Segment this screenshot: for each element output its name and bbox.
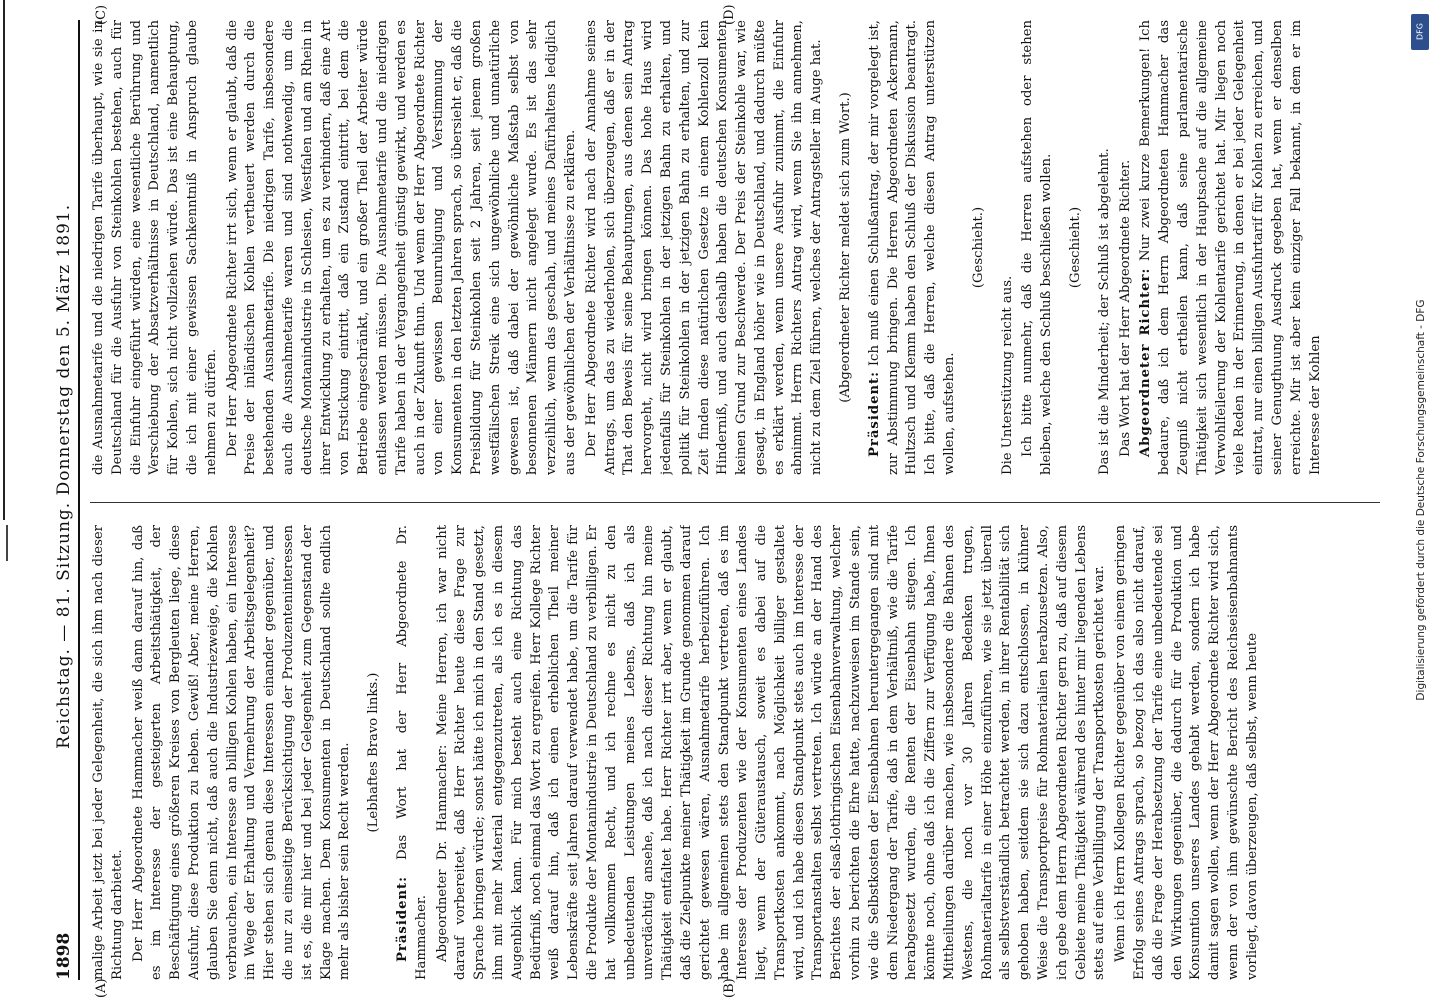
- margin-marker-a: (A): [94, 978, 109, 998]
- paragraph: [999, 20, 1018, 475]
- paragraph: [90, 525, 128, 980]
- paragraph: [90, 20, 222, 475]
- scan-left-edge: [0, 0, 18, 1000]
- paragraph-text: Wenn ich Herrn Kollegen Richter gegenüber von einem geringen Erfolg seines Antrags sprach, so bezog ich das also nicht darauf, daß die Frage der Herabsetzung der Tarife eine unbedeutende sei den Wirkungen gegenüber, die dadurch für die Produktion und Konsumtion unseres Landes gehabt werden, sondern ich habe damit sagen wollen, wenn der Herr Abgeordnete Richter wird sich, wenn der von ihm gewünschte Bericht des Reichseisenbahnamts vorliegt, davon überzeugen, daß selbst, wenn heute: [1113, 525, 1260, 980]
- page-header: [44, 20, 80, 980]
- paragraph: [1096, 20, 1115, 475]
- margin-marker-d: (D): [722, 4, 737, 25]
- speaker-name: Abgeordneter Richter:: [1138, 267, 1154, 457]
- paragraph: [394, 525, 432, 980]
- paragraph: [1137, 20, 1325, 475]
- paragraph-text: malige Arbeit jetzt bei jeder Gelegenheit, die sich ihm nach dieser Richtung darbietet.: [91, 525, 125, 980]
- speaker-name: Präsident:: [394, 875, 410, 962]
- column-divider: [90, 502, 1380, 503]
- paragraph-text: Der Herr Abgeordnete Richter wird nach der Annahme seines Antrags, um das zu wiederholen, sich überzeugen, daß er in der That den Beweis für seine Behauptungen, aus denen sein Antrag hervorgeht, nicht wird bringen können. Das hohe Haus wird jedenfalls für Steinkohlen in der jetzigen Bahn zu erhalten, und politik für Steinkohlen in der jetzigen Bahn zu erhalten, und zur Zeit finden diese natürlichen Gesetze in einem Kohlenzoll kein Hinderniß, und auch deshalb haben die deutschen Konsumenten keinen Grund zur Beschwerde. Der Preis der Steinkohle war, wie gesagt, in England höher wie in Deutschland, und dadurch müßte es erklärt werden, wenn unsere Ausfuhr zunimmt, die Einfuhr abnimmt. Herrn Richters Antrag wird, wenn Sie ihn annehmen, nicht zu dem Ziel führen, welches der Antragsteller im Auge hat.: [583, 20, 825, 475]
- paragraph: [866, 20, 960, 475]
- paragraph: [1112, 525, 1262, 980]
- page-number: 1898: [54, 932, 74, 980]
- dfg-logo: DFG: [1411, 14, 1429, 50]
- paragraph: [1117, 20, 1136, 475]
- paragraph-text: Ich muß einen Schlußantrag, der mir vorgelegt ist, zur Abstimmung bringen. Die Herren Abgeordneten Ackermann, Hultzsch und Klemm haben den Schluß der Diskussion beantragt. Ich bitte, daß die Herren, welche diesen Antrag unterstützen wollen, aufstehen.: [866, 20, 958, 475]
- paragraph-text: die Ausnahmetarife und die niedrigen Tarife überhaupt, wie sie in Deutschland für die Ausfuhr von Steinkohlen bestehen, auch für die Einfuhr eingeführt würden, eine wesentliche Berührung und Verschiebung der Absatzverhältnisse in Deutschland, namentlich für Kohlen, sich nicht vollziehen würde. Das ist eine Behauptung, die ich mit einer gewissen Sachkenntniß in Anspruch glaube nehmen zu dürfen.: [91, 20, 219, 475]
- paragraph-text: Das Wort hat der Herr Abgeordnete Richter.: [1117, 159, 1133, 457]
- paragraph-text: Abgeordneter Dr. Hammacher: Meine Herren, ich war nicht darauf vorbereitet, daß Herr Richter heute diese Frage zur Sprache bringen würde; sonst hätte ich mich in den Stand gesetzt, ihm mit mehr Material entgegenzutreten, als ich es in diesem Augenblick kann. Für mich besteht auch eine Richtung das Bedürfniß, noch einmal das Wort zu ergreifen. Herr Kollege Richter weiß darauf hin, daß ich einen erheblichen Theil meiner Lebenskräfte seit Jahren darauf verwendet habe, um die Tarife für die Produkte der Montanindustrie in Deutschland zu verbilligen. Er hat vollkommen Recht, und ich rechne es nicht zu den unbedeutenden Leistungen meines Lebens, daß ich als unverdächtig ansehe, daß ich nach dieser Richtung hin meine Thätigkeit entfaltet habe. Herr Richter irrt aber, wenn er glaubt, daß die Zielpunkte meiner Thätigkeit im Grunde genommen darauf gerichtet gewesen wären, Ausnahmetarife herbeizuführen. Ich habe im allgemeinen stets den Standpunkt vertreten, daß es im Interesse der Produzenten wie der Konsumenten eines Landes liegt, wenn der Güteraustausch, soweit es dabei auf die Transportkosten ankommt, nach Möglichkeit billiger gestaltet wird, und ich habe diesen Standpunkt stets auch im Interesse der Transportanstalten selbst vertreten. Ich würde an der Hand des Berichtes der elsaß-lothringischen Eisenbahnverwaltung, welcher vorhin zu berichten die Ehre hatte, nachzuweisen im Stande sein, wie die Selbstkosten der Eisenbahnen heruntergegangen sind mit dem Niedergang der Tarife, daß in dem Verhältniß, wie die Tarife herabgesetzt wurden, die Renten der Eisenbahn stiegen. Ich könnte noch, ohne daß ich die Ziffern zur Verfügung habe, Ihnen Mittheilungen darüber machen, wie insbesondere die Bahnen des Westens, die noch vor 30 Jahren Bedenken trugen, Rohmaterialtarife in einer Höhe einzuführen, wie sie jetzt überall als selbstverständlich betrachtet werden, in ihrer Rentabilität sich gehoben haben, seitdem sie sich dazu entschlossen, in kühner Weise die Transportpreise für Rohmaterialien herabzusetzen. Also, ich gebe dem Herrn Abgeordneten Richter gern zu, daß auf diesem Gebiete meine Thätigkeit während des hinter mir liegenden Lebens stets auf eine Verbilligung der Transportkosten gerichtet war.: [434, 525, 1108, 980]
- paragraph-text: Das Wort hat der Herr Abgeordnete Dr. Hammacher.: [394, 525, 429, 980]
- paragraph: [224, 20, 581, 475]
- paragraph-text: (Lebhaftes Bravo links.): [366, 672, 382, 833]
- paragraph-text: Der Herr Abgeordnete Hammacher weiß dann darauf hin, daß es im Interesse der gesteigerten Arbeitsthätigkeit, der Beschäftigung eines größeren Kreises von Bergleuten liege, diese Ausfuhr, diese Produktion zu heben. Gewiß! Aber, meine Herren, glauben Sie denn nicht, daß auch die Industriezweige, die Kohlen verbrauchen, ein Interesse an billigen Kohlen haben, ein Interesse im Wege der Erhaltung und Vermehrung der Arbeitsgelegenheit? Hier stehen sich genau diese Interessen einander gegenüber, und die nur zu einseitige Berücksichtigung der Produzenteninteressen ist es, die mir hier und bei jeder Gelegenheit zum Gegenstand der Klage machen. Dem Konsumenten in Deutschland sollte endlich mehr als bisher sein Recht werden.: [130, 525, 353, 980]
- paragraph-text: (Geschieht.): [1068, 206, 1084, 289]
- text-column-right: [90, 20, 1390, 475]
- digitization-credit: Digitalisierung gefördert durch die Deutsche Forschungsgemeinschaft - DFG: [1415, 299, 1427, 701]
- stage-direction: [365, 525, 384, 980]
- stage-direction: [837, 20, 856, 475]
- paragraph: [583, 20, 827, 475]
- paragraph-text: Das ist die Minderheit; der Schluß ist abgelehnt.: [1096, 148, 1112, 475]
- paragraph-text: Der Herr Abgeordnete Richter irrt sich, wenn er glaubt, daß die Preise der inländischen Kohlen vertheuert werden durch die bestehenden Ausnahmetarife. Die niedrigen Tarife, insbesondere auch die Ausnahmetarife waren und sind nothwendig, um die deutsche Montanindustrie in Schlesien, Westfalen und am Rhein in ihrer Entwicklung zu erhalten, um es zu verhindern, daß eine Art von Erstickung eintritt, daß ein Zustand eintritt, bei dem die Betriebe eingeschränkt, und ein großer Theil der Arbeiter würde entlassen werden müssen. Die Ausnahmetarife und die niedrigen Tarife haben in der Vergangenheit günstig gewirkt, und werden es auch in der Zukunft thun. Und wenn der Herr Abgeordnete Richter von einer gewissen Beunruhigung und Verstimmung der Konsumenten in den letzten Jahren sprach, so übersieht er, daß die Preisbildung für Steinkohlen seit 2 Jahren, seit jenem großen westfälischen Streik eine sich ungewöhnliche und unnatürliche gewesen ist, daß dabei der gewöhnliche Maßstab selbst von besonnenen Männern nicht angelegt wurde. Es ist das sehr verzeihlich, wenn das geschah, und meines Dafürhaltens lediglich aus der gewöhnlichen der Verhältnisse zu erklären.: [224, 20, 578, 475]
- paragraph-text: Die Unterstützung reicht aus.: [999, 275, 1015, 475]
- paragraph: [130, 525, 356, 980]
- stage-direction: [970, 20, 989, 475]
- document-page: [32, 0, 1412, 1000]
- paragraph-text: Ich bitte nunmehr, daß die Herren aufstehen oder stehen bleiben, welche den Schluß beschließen wollen.: [1020, 20, 1055, 475]
- text-column-left: [90, 525, 1390, 980]
- scan-edge-mark: [6, 525, 14, 561]
- speaker-name: Präsident:: [866, 370, 882, 457]
- paragraph: [434, 525, 1111, 980]
- running-title: Reichstag. — 81. Sitzung. Donnerstag den 5. März 1891.: [54, 203, 74, 749]
- paragraph-text: (Geschieht.): [970, 206, 986, 289]
- paragraph-text: Nur zwei kurze Bemerkungen! Ich bedaure, daß ich dem Herrn Abgeordneten Hammacher das Zeugniß nicht ertheilen kann, daß seine parlamentarische Thätigkeit sich wesentlich in der Hauptsache auf die allgemeine Verwohlfeilerung der Kohlentarife gerichtet hat. Mir liegen noch viele Reden in der Erinnerung, in denen er bei jeder Gelegenheit eintrat, nur einen billigen Ausfuhrtarif für Kohlen zu erreichen, und seiner Genugthuung Ausdruck gegeben hat, wenn er denselben erreichte. Mir ist aber kein einziger Fall bekannt, in dem er im Interesse der Kohlen: [1138, 20, 1323, 475]
- paragraph-text: (Abgeordneter Richter meldet sich zum Wort.): [838, 92, 854, 403]
- margin-marker-c: (C): [94, 4, 109, 25]
- margin-marker-b: (B): [722, 978, 737, 998]
- stage-direction: [1067, 20, 1086, 475]
- paragraph: [1019, 20, 1057, 475]
- scan-edge-line: [3, 0, 5, 520]
